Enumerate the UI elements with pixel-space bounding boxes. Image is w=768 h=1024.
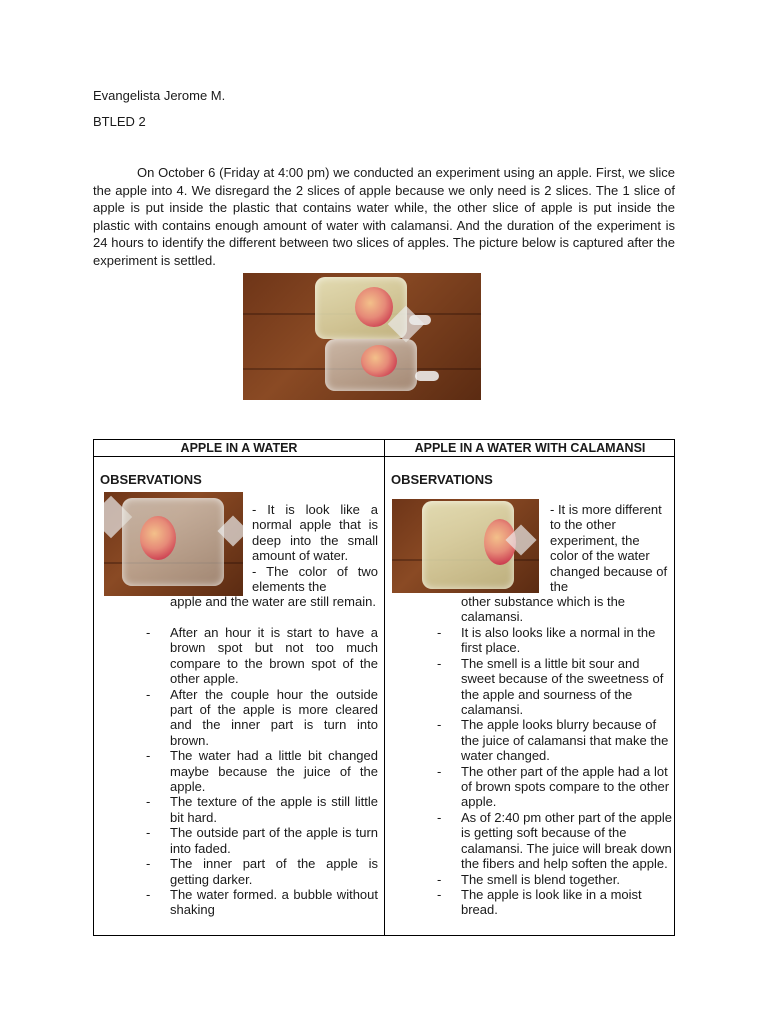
left-note-2: - The color of two elements the bbox=[252, 563, 378, 595]
observations-table bbox=[93, 439, 675, 936]
list-item: - The inner part of the apple is getting darker. bbox=[146, 856, 378, 887]
list-item: - The texture of the apple is still little bit hard. bbox=[146, 794, 378, 825]
left-note-1: - It is look like a normal apple that is deep into the small amount of water. bbox=[252, 502, 378, 564]
list-item: - The apple is look like in a moist bread. bbox=[437, 886, 642, 918]
observations-label-calamansi: OBSERVATIONS bbox=[391, 472, 493, 487]
right-wrapped-notes bbox=[550, 502, 670, 594]
experiment-photo bbox=[243, 273, 481, 400]
author-name: Evangelista Jerome M. bbox=[93, 88, 226, 103]
list-item: - The other part of the apple had a lot of brown spots compare to the other apple. bbox=[437, 763, 670, 810]
list-item: - The smell is a little bit sour and sweet because of the sweetness of the apple and sourness of the calamansi. bbox=[437, 655, 664, 718]
left-wrapped-notes bbox=[252, 502, 378, 594]
observations-label-water: OBSERVATIONS bbox=[100, 472, 202, 487]
intro-paragraph bbox=[93, 164, 675, 270]
list-item: - The water had a little bit changed maybe because the juice of the apple. bbox=[146, 748, 378, 795]
list-item: - The outside part of the apple is turn into faded. bbox=[146, 825, 378, 856]
column-heading-water: APPLE IN A WATER bbox=[180, 441, 298, 455]
list-item: - It is also looks like a normal in the first place. bbox=[437, 625, 656, 656]
apple-in-water-photo bbox=[104, 492, 243, 596]
intro-text: On October 6 (Friday at 4:00 pm) we conducted an experiment using an apple. First, we slice the apple into 4. We disregard the 2 slices of apple because we only need is 2 slices. The 1 slice of apple is put inside the plastic that contains water while, the other slice of apple is put inside the plastic with contains enough amount of water with calamansi. And the duration of the experiment is 24 hours to identify the different between two slices of apples. The picture below is captured after the experiment is settled. bbox=[93, 165, 675, 268]
list-item: - After an hour it is start to have a brown spot but not too much compare to the brown spot of the other apple. bbox=[146, 625, 378, 687]
apple-with-calamansi-photo bbox=[392, 499, 539, 593]
left-continuation-text: apple and the water are still remain. bbox=[170, 594, 376, 609]
right-continuation-text: other substance which is the calamansi. bbox=[461, 594, 626, 625]
list-item: - After the couple hour the outside part of the apple is more cleared and the inner part is turn into brown. bbox=[146, 686, 378, 748]
left-bullet-list bbox=[146, 625, 378, 918]
list-item: - The smell is blend together. bbox=[437, 871, 620, 887]
right-continuation bbox=[461, 594, 673, 625]
course-code: BTLED 2 bbox=[93, 114, 146, 129]
column-heading-calamansi: APPLE IN A WATER WITH CALAMANSI bbox=[414, 441, 646, 455]
list-item: - The water formed. a bubble without shaking bbox=[146, 886, 378, 918]
list-item: - As of 2:40 pm other part of the apple is getting soft because of the calamansi. The juice will break down the fibers and help soften the apple. bbox=[437, 809, 673, 872]
right-note-1: - It is more different to the other experiment, the color of the water changed because of the bbox=[550, 502, 668, 595]
right-bullet-list bbox=[437, 625, 673, 918]
list-item: - The apple looks blurry because of the juice of calamansi that make the water changed. bbox=[437, 717, 669, 764]
left-continuation bbox=[170, 594, 378, 609]
